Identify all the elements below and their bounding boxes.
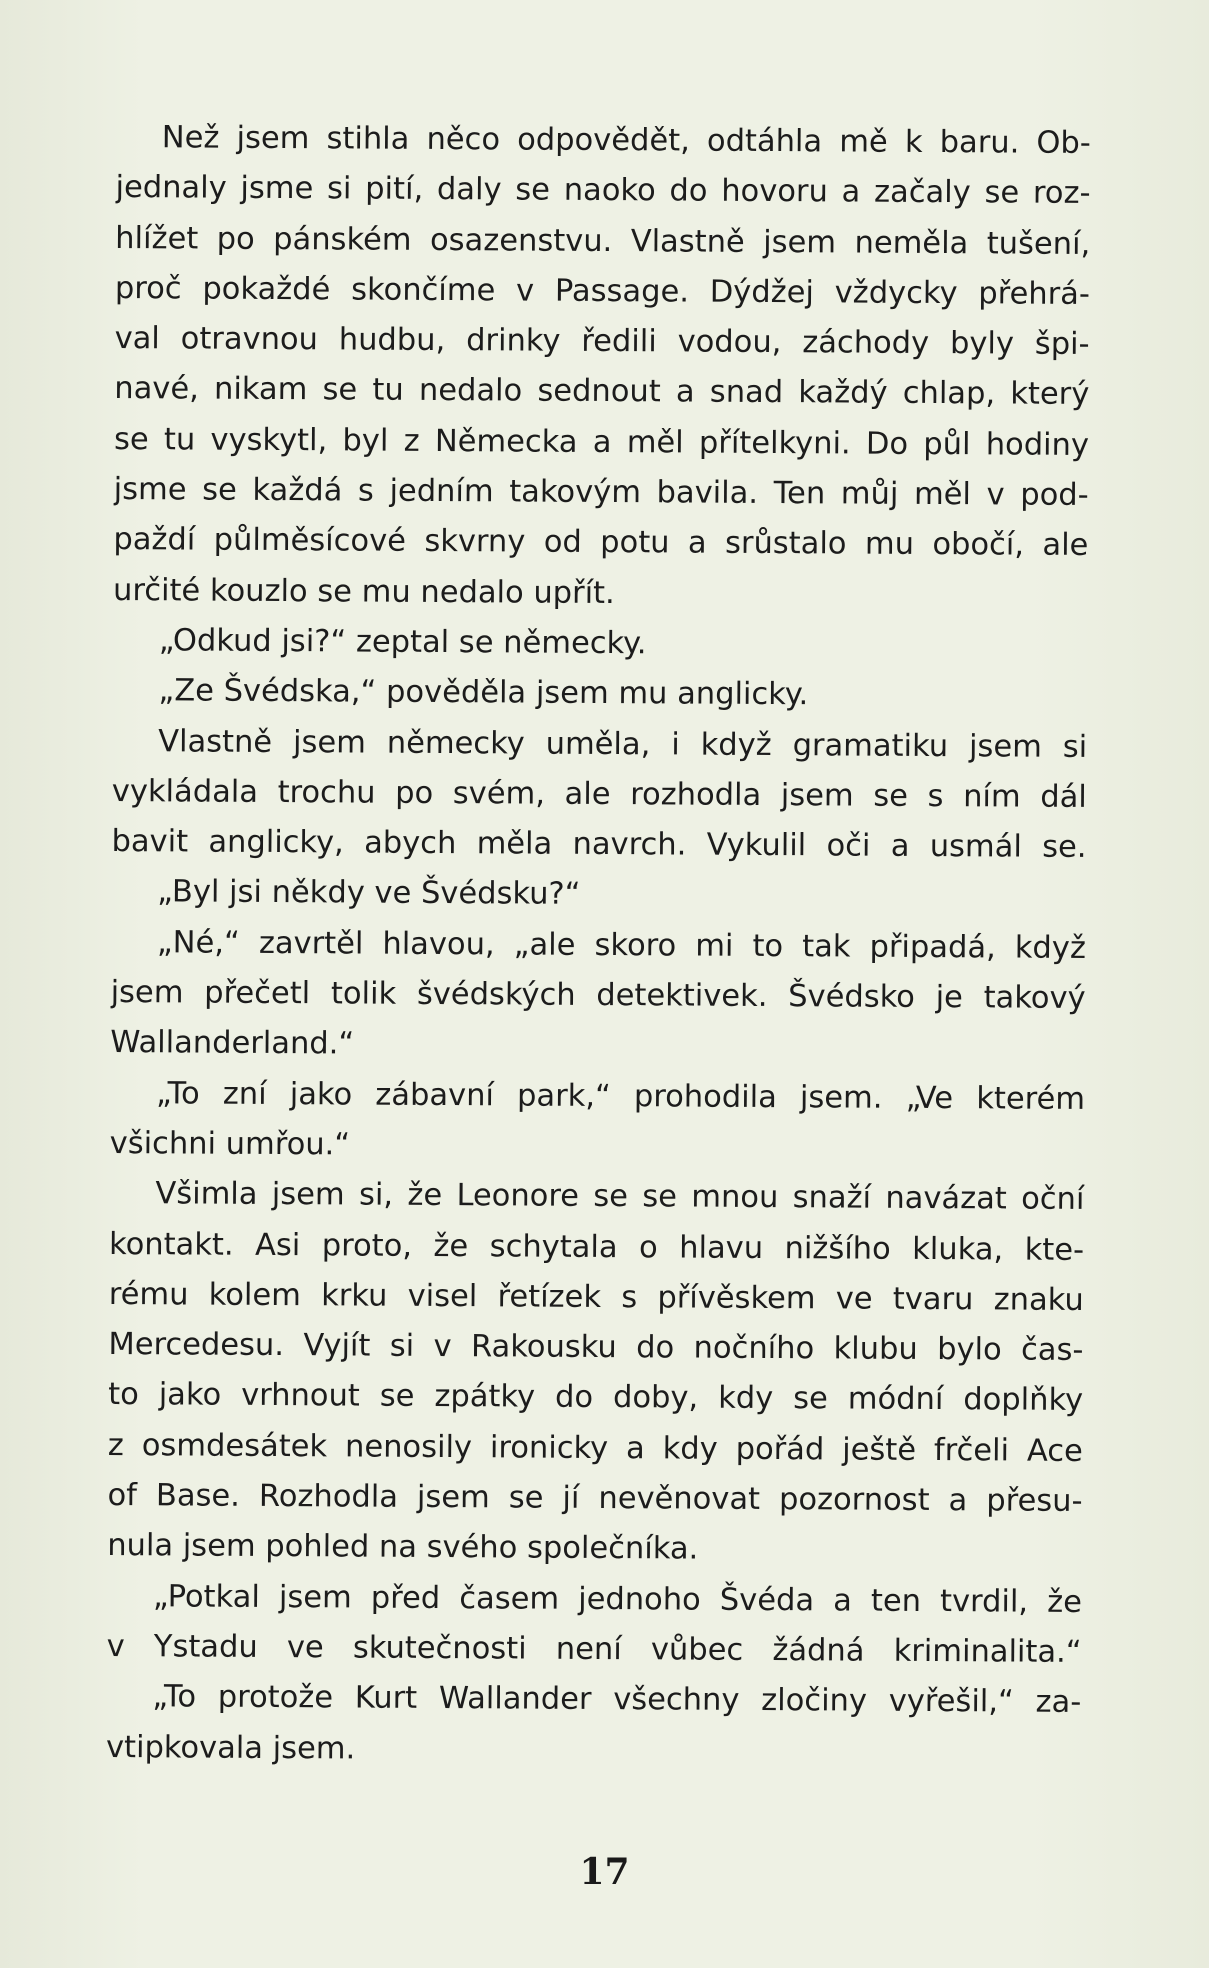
text-line: proč pokaždé skončíme v Passage. Dýdžej vždycky přehrá-	[114, 270, 1091, 312]
text-line: jsem přečetl tolik švédských detektivek. Švédsko je takový	[110, 975, 1086, 1016]
text-line: „Potkal jsem před časem jednoho Švéda a ten tvrdil, že	[152, 1578, 1083, 1620]
text-line: „Byl jsi někdy ve Švédsku?“	[157, 874, 581, 913]
text-line: Než jsem stihla něco odpovědět, odtáhla mě k baru. Ob-	[161, 120, 1091, 161]
text-line: Wallanderland.“	[110, 1025, 355, 1062]
text-line: to jako vrhnout se zpátky do doby, kdy se módní doplňky	[108, 1377, 1084, 1419]
page-number: 17	[579, 1851, 630, 1893]
text-line: „Odkud jsi?“ zeptal se německy.	[158, 623, 647, 662]
text-line: hlížet po pánském osazenstvu. Vlastně jsem neměla tušení,	[115, 220, 1091, 262]
body-text	[106, 113, 1091, 1779]
text-line: nula jsem pohled na svého společníka.	[107, 1528, 699, 1567]
text-line: „Ze Švédska,“ pověděla jsem mu anglicky.	[158, 673, 809, 713]
text-line: navé, nikam se tu nedalo sednout a snad každý chlap, který	[114, 371, 1090, 413]
text-line: jsme se každá s jedním takovým bavila. Ten můj měl v pod-	[113, 472, 1089, 514]
text-line: „To protože Kurt Wallander všechny zločiny vyřešil,“ za-	[152, 1679, 1082, 1721]
text-line: vykládala trochu po svém, ale rozhodla jsem se s ním dál	[111, 773, 1087, 815]
text-line: Vlastně jsem německy uměla, i když gramatiku jsem si	[158, 723, 1088, 765]
text-line: „To zní jako zábavní park,“ prohodila jsem. „Ve kterém	[155, 1075, 1086, 1117]
text-line: rému kolem krku visel řetízek s přívěskem ve tvaru znaku	[108, 1276, 1084, 1318]
text-line: Všimla jsem si, že Leonore se se mnou snaží navázat oční	[155, 1176, 1085, 1218]
text-line: všichni umřou.“	[109, 1125, 351, 1163]
text-line: určité kouzlo se mu nedalo upřít.	[112, 572, 615, 611]
text-line: vtipkovala jsem.	[105, 1729, 356, 1766]
text-line: paždí půlměsícové skvrny od potu a srůstalo mu obočí, ale	[113, 522, 1089, 564]
text-line: se tu vyskytl, byl z Německa a měl přítelkyni. Do půl hodiny	[113, 421, 1090, 463]
text-line: bavit anglicky, abych měla navrch. Vykulil oči a usmál se.	[111, 824, 1087, 866]
text-line: z osmdesátek nenosily ironicky a kdy pořád ještě frčeli Ace	[107, 1427, 1083, 1469]
text-line: Mercedesu. Vyjít si v Rakousku do nočního klubu bylo čas-	[108, 1327, 1084, 1369]
text-line: jednaly jsme si pití, daly se naoko do hovoru a začaly se roz-	[115, 170, 1091, 212]
text-line: kontakt. Asi proto, že schytala o hlavu nižšího kluka, kte-	[108, 1226, 1085, 1268]
text-line: v Ystadu ve skutečnosti není vůbec žádná kriminalita.“	[106, 1628, 1082, 1670]
text-line: „Né,“ zavrtěl hlavou, „ale skoro mi to tak připadá, když	[156, 925, 1087, 966]
text-line: of Base. Rozhodla jsem se jí nevěnovat pozornost a přesu-	[107, 1477, 1083, 1519]
text-line: val otravnou hudbu, drinky ředili vodou, záchody byly špi-	[114, 321, 1090, 363]
